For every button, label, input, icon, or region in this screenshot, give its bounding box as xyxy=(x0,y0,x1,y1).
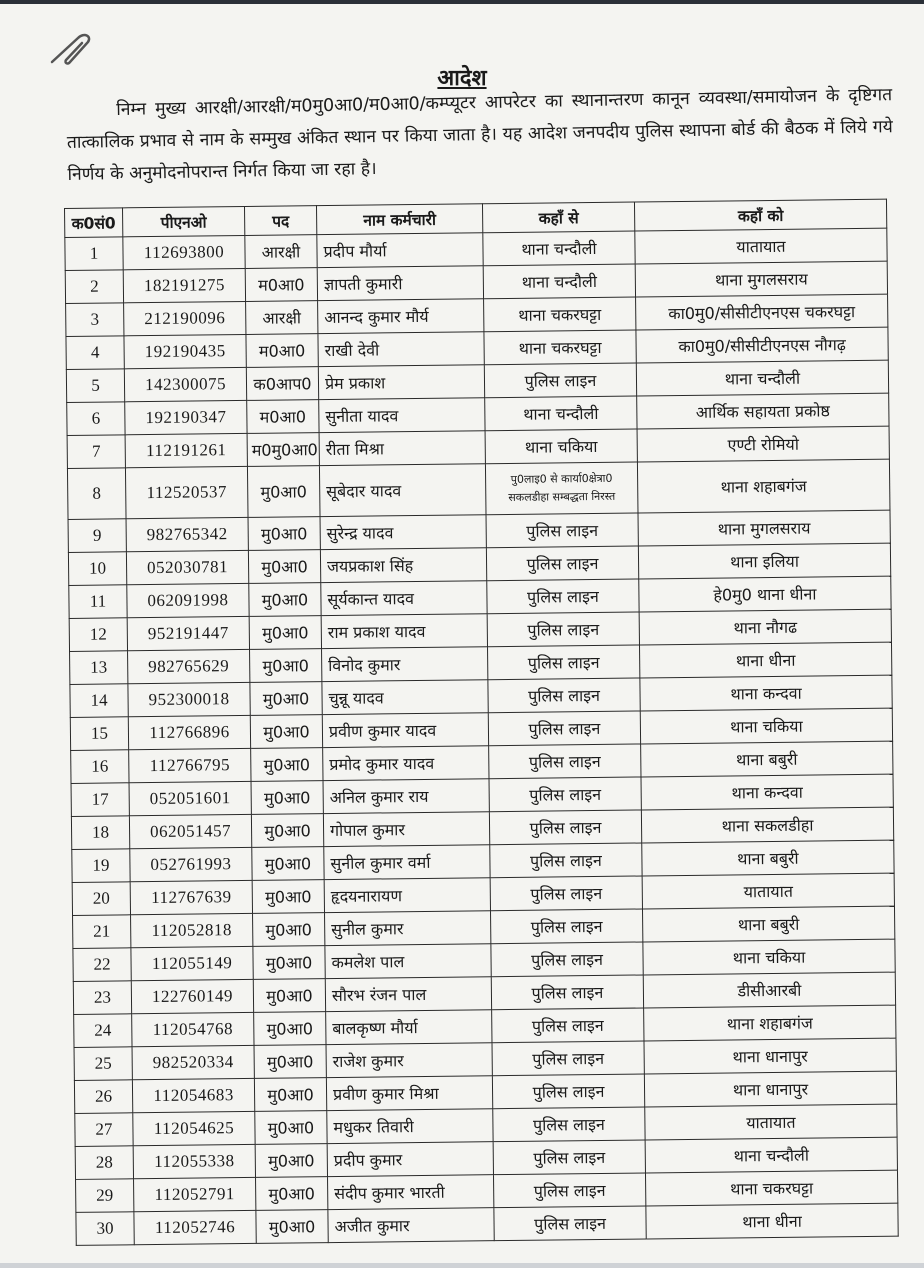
cell-pno: 112054625 xyxy=(133,1111,255,1145)
cell-name: जयप्रकाश सिंह xyxy=(320,548,486,583)
cell-from: पुलिस लाइन xyxy=(492,1008,644,1043)
cell-name: विनोद कुमार xyxy=(322,647,488,682)
cell-post: आरक्षी xyxy=(246,301,318,335)
cell-to: थाना मुगलसराय xyxy=(638,510,890,546)
cell-serial: 10 xyxy=(68,552,126,586)
cell-name: कमलेश पाल xyxy=(325,944,491,979)
cell-pno: 112520537 xyxy=(125,466,248,518)
cell-pno: 112052818 xyxy=(131,913,253,947)
cell-name: प्रदीप मौर्या xyxy=(317,233,483,268)
cell-serial: 23 xyxy=(73,981,131,1015)
cell-post: मु0आ0 xyxy=(252,847,324,881)
cell-name: गोपाल कुमार xyxy=(323,812,489,847)
cell-to: यातायात xyxy=(642,873,894,909)
cell-post: मु0आ0 xyxy=(249,616,321,650)
cell-pno: 982520334 xyxy=(132,1045,254,1079)
cell-from: पुलिस लाइन xyxy=(493,1173,645,1208)
cell-pno: 112054768 xyxy=(132,1012,254,1046)
cell-pno: 112693800 xyxy=(123,235,245,269)
cell-from: पुलिस लाइन xyxy=(489,777,641,812)
cell-pno: 192190347 xyxy=(125,400,247,434)
cell-to: थाना धानापुर xyxy=(644,1071,896,1107)
cell-post: मु0आ0 xyxy=(248,550,320,584)
cell-name: संदीप कुमार भारती xyxy=(328,1175,494,1210)
cell-to: थाना शहाबगंज xyxy=(637,459,890,513)
header-pno: पीएनओ xyxy=(123,206,245,236)
cell-serial: 24 xyxy=(74,1014,132,1048)
cell-name: प्रदीप कुमार xyxy=(327,1142,493,1177)
cell-pno: 052051601 xyxy=(129,781,251,815)
cell-serial: 11 xyxy=(69,585,127,619)
cell-to: थाना चकरघट्टा xyxy=(645,1170,897,1206)
cell-to: थाना शहाबगंज xyxy=(644,1005,896,1041)
cell-from: थाना चकरघट्टा xyxy=(484,297,636,332)
cell-name: सौरभ रंजन पाल xyxy=(325,977,491,1012)
cell-post: मु0आ0 xyxy=(251,748,323,782)
cell-post: मु0आ0 xyxy=(254,1078,326,1112)
cell-name: बालकृष्ण मौर्या xyxy=(326,1010,492,1045)
cell-serial: 9 xyxy=(68,519,126,553)
cell-serial: 12 xyxy=(69,618,127,652)
cell-post: मु0आ0 xyxy=(254,1012,326,1046)
header-name: नाम कर्मचारी xyxy=(316,204,482,235)
cell-pno: 112052791 xyxy=(134,1177,256,1211)
cell-to: थाना चन्दौली xyxy=(645,1137,897,1173)
cell-to: का0मु0/सीसीटीएनएस चकरघट्टा xyxy=(636,294,888,330)
cell-from: पुलिस लाइन xyxy=(487,612,639,647)
cell-from: पुलिस लाइन xyxy=(493,1107,645,1142)
cell-serial: 22 xyxy=(73,948,131,982)
cell-to: थाना कन्दवा xyxy=(641,774,893,810)
cell-pno: 112052746 xyxy=(134,1210,256,1244)
cell-serial: 25 xyxy=(74,1047,132,1081)
cell-to: थाना मुगलसराय xyxy=(635,261,887,297)
cell-name: सुनीता यादव xyxy=(319,398,485,433)
cell-pno: 052030781 xyxy=(126,550,248,584)
cell-serial: 20 xyxy=(72,882,130,916)
cell-to: थाना नौगढ xyxy=(639,609,891,645)
cell-to: आर्थिक सहायता प्रकोष्ठ xyxy=(637,393,889,429)
cell-to: यातायात xyxy=(645,1104,897,1140)
cell-from: थाना चन्दौली xyxy=(485,396,637,431)
cell-serial: 5 xyxy=(66,369,124,403)
cell-post: मु0आ0 xyxy=(250,682,322,716)
cell-name: सुनील कुमार वर्मा xyxy=(324,845,490,880)
cell-name: प्रेम प्रकाश xyxy=(318,365,484,400)
cell-from: थाना चन्दौली xyxy=(483,264,635,299)
cell-serial: 27 xyxy=(75,1113,133,1147)
cell-name: सूबेदार यादव xyxy=(319,464,486,517)
cell-to: हे0मु0 थाना धीना xyxy=(639,576,891,612)
cell-name: राम प्रकाश यादव xyxy=(321,614,487,649)
cell-name: अनिल कुमार राय xyxy=(323,779,489,814)
cell-to: थाना धीना xyxy=(646,1203,898,1239)
cell-serial: 21 xyxy=(73,915,131,949)
cell-pno: 182191275 xyxy=(123,268,245,302)
cell-from: पुलिस लाइन xyxy=(493,1140,645,1175)
cell-name: मधुकर तिवारी xyxy=(327,1109,493,1144)
cell-pno: 062091998 xyxy=(127,583,249,617)
cell-serial: 28 xyxy=(75,1146,133,1180)
cell-name: रीता मिश्रा xyxy=(319,431,485,466)
cell-post: मु0आ0 xyxy=(251,781,323,815)
cell-post: क0आप0 xyxy=(246,367,318,401)
cell-from: पुलिस लाइन xyxy=(490,876,642,911)
cell-from: थाना चकिया xyxy=(485,429,637,464)
cell-post: मु0आ0 xyxy=(254,1045,326,1079)
cell-pno: 062051457 xyxy=(129,814,251,848)
cell-post: मु0आ0 xyxy=(248,517,320,551)
top-edge xyxy=(0,0,924,4)
cell-pno: 112054683 xyxy=(132,1078,254,1112)
cell-serial: 14 xyxy=(70,684,128,718)
cell-name: सुनील कुमार xyxy=(325,911,491,946)
cell-from: पुलिस लाइन xyxy=(489,810,641,845)
header-to: कहाँ को xyxy=(634,199,886,231)
transfer-table xyxy=(64,199,899,1246)
cell-to: थाना कन्दवा xyxy=(640,675,892,711)
cell-to: थाना चकिया xyxy=(640,708,892,744)
cell-serial: 6 xyxy=(67,402,125,436)
cell-pno: 142300075 xyxy=(124,367,246,401)
cell-post: मु0आ0 xyxy=(253,913,325,947)
cell-serial: 3 xyxy=(66,303,124,337)
cell-pno: 982765629 xyxy=(128,649,250,683)
page-title: आदेश xyxy=(437,66,487,91)
cell-to: एण्टी रोमियो xyxy=(637,426,889,462)
cell-serial: 30 xyxy=(76,1212,134,1246)
cell-serial: 7 xyxy=(67,435,125,469)
cell-to: थाना इलिया xyxy=(638,543,890,579)
cell-to: थाना बबुरी xyxy=(642,906,894,942)
cell-post: मु0आ0 xyxy=(250,715,322,749)
cell-post: मु0आ0 xyxy=(256,1177,328,1211)
cell-from: पुलिस लाइन xyxy=(488,711,640,746)
table-row xyxy=(67,459,890,519)
header-serial: क0सं0 xyxy=(65,208,123,238)
cell-post: म0आ0 xyxy=(247,400,319,434)
cell-post: मु0आ0 xyxy=(255,1144,327,1178)
cell-to: थाना चन्दौली xyxy=(636,360,888,396)
header-from: कहाँ से xyxy=(482,202,634,233)
cell-name: प्रवीण कुमार मिश्रा xyxy=(326,1076,492,1111)
cell-pno: 112766896 xyxy=(128,715,250,749)
cell-post: मु0आ0 xyxy=(253,979,325,1013)
cell-pno: 192190435 xyxy=(124,334,246,368)
cell-from: पुलिस लाइन xyxy=(494,1206,646,1241)
cell-post: मु0आ0 xyxy=(256,1210,328,1244)
cell-from: थाना चन्दौली xyxy=(483,231,635,266)
cell-pno: 212190096 xyxy=(124,301,246,335)
cell-from: पुलिस लाइन xyxy=(486,546,638,581)
cell-pno: 052761993 xyxy=(130,847,252,881)
cell-post: मु0आ0 xyxy=(251,814,323,848)
cell-name: चुन्नू यादव xyxy=(322,680,488,715)
cell-name: राखी देवी xyxy=(318,332,484,367)
cell-from xyxy=(485,462,638,515)
cell-post: मु0आ0 xyxy=(250,649,322,683)
cell-name: प्रवीण कुमार यादव xyxy=(322,713,488,748)
cell-serial: 2 xyxy=(65,270,123,304)
cell-serial: 17 xyxy=(71,783,129,817)
cell-serial: 15 xyxy=(70,717,128,751)
cell-serial: 4 xyxy=(66,336,124,370)
cell-serial: 19 xyxy=(72,849,130,883)
cell-name: अजीत कुमार xyxy=(328,1208,494,1243)
cell-from-line1: पु0लाइ0 से कार्या0क्षेत्रा0 xyxy=(510,471,613,486)
cell-from: पुलिस लाइन xyxy=(492,1074,644,1109)
cell-serial: 29 xyxy=(76,1179,134,1213)
cell-pno: 952300018 xyxy=(128,682,250,716)
cell-to: थाना चकिया xyxy=(643,939,895,975)
bottom-edge xyxy=(0,1263,924,1268)
cell-to: थाना धीना xyxy=(639,642,891,678)
cell-pno: 952191447 xyxy=(127,616,249,650)
cell-serial: 8 xyxy=(67,468,126,520)
cell-from: पुलिस लाइन xyxy=(489,744,641,779)
cell-serial: 13 xyxy=(70,651,128,685)
cell-from: पुलिस लाइन xyxy=(491,942,643,977)
table-body xyxy=(65,228,898,1245)
cell-name: सुरेन्द्र यादव xyxy=(320,515,486,550)
cell-name: हृदयनारायण xyxy=(324,878,490,913)
cell-post: म0आ0 xyxy=(245,268,317,302)
cell-pno: 982765342 xyxy=(126,517,248,551)
cell-to: डीसीआरबी xyxy=(643,972,895,1008)
cell-pno: 112767639 xyxy=(130,880,252,914)
cell-from-line2: सकलडीहा सम्बद्धता निरस्त xyxy=(508,489,616,504)
cell-serial: 18 xyxy=(71,816,129,850)
order-paragraph: निम्न मुख्य आरक्षी/आरक्षी/म0मु0आ0/म0आ0/कम्प्यूटर आपरेटर का स्थानान्तरण कानून व्यवस्था/समायोजन के दृष्टिगत तात्कालिक प्रभाव से नाम के सम्मुख अंकित स्थान पर किया जाता है। यह आदेश जनपदीय पुलिस स्थापना बोर्ड की बैठक में लिये गये निर्णय के अनुमोदनोपरान्त निर्गत किया जा रहा है। xyxy=(66,85,893,185)
cell-post: मु0आ0 xyxy=(247,466,320,518)
cell-to: थाना बबुरी xyxy=(642,840,894,876)
cell-post: म0मु0आ0 xyxy=(247,433,319,467)
cell-to: थाना धानापुर xyxy=(644,1038,896,1074)
cell-pno: 112055338 xyxy=(133,1144,255,1178)
cell-post: मु0आ0 xyxy=(255,1111,327,1145)
cell-from: पुलिस लाइन xyxy=(490,909,642,944)
cell-name: आनन्द कुमार मौर्य xyxy=(318,299,484,334)
cell-serial: 16 xyxy=(71,750,129,784)
cell-pno: 112055149 xyxy=(131,946,253,980)
cell-post: मु0आ0 xyxy=(253,946,325,980)
cell-post: मु0आ0 xyxy=(249,583,321,617)
cell-from: थाना चकरघट्टा xyxy=(484,330,636,365)
cell-name: राजेश कुमार xyxy=(326,1043,492,1078)
cell-name: ज्ञापती कुमारी xyxy=(317,266,483,301)
cell-from: पुलिस लाइन xyxy=(486,513,638,548)
cell-pno: 112766795 xyxy=(129,748,251,782)
cell-from: पुलिस लाइन xyxy=(490,843,642,878)
cell-from: पुलिस लाइन xyxy=(491,975,643,1010)
cell-post: आरक्षी xyxy=(245,235,317,269)
cell-post: म0आ0 xyxy=(246,334,318,368)
cell-to: थाना बबुरी xyxy=(641,741,893,777)
cell-from: पुलिस लाइन xyxy=(487,579,639,614)
cell-to: यातायात xyxy=(635,228,887,264)
cell-serial: 1 xyxy=(65,237,123,271)
cell-pno: 112191261 xyxy=(125,433,247,467)
cell-from: पुलिस लाइन xyxy=(488,678,640,713)
cell-post: मु0आ0 xyxy=(252,880,324,914)
cell-from: पुलिस लाइन xyxy=(492,1041,644,1076)
header-post: पद xyxy=(244,206,316,236)
cell-name: प्रमोद कुमार यादव xyxy=(323,746,489,781)
cell-pno: 122760149 xyxy=(131,979,253,1013)
cell-to: थाना सकलडीहा xyxy=(641,807,893,843)
cell-from: पुलिस लाइन xyxy=(488,645,640,680)
cell-from: पुलिस लाइन xyxy=(484,363,636,398)
cell-serial: 26 xyxy=(74,1080,132,1114)
cell-to: का0मु0/सीसीटीएनएस नौगढ़ xyxy=(636,327,888,363)
cell-name: सूर्यकान्त यादव xyxy=(321,581,487,616)
